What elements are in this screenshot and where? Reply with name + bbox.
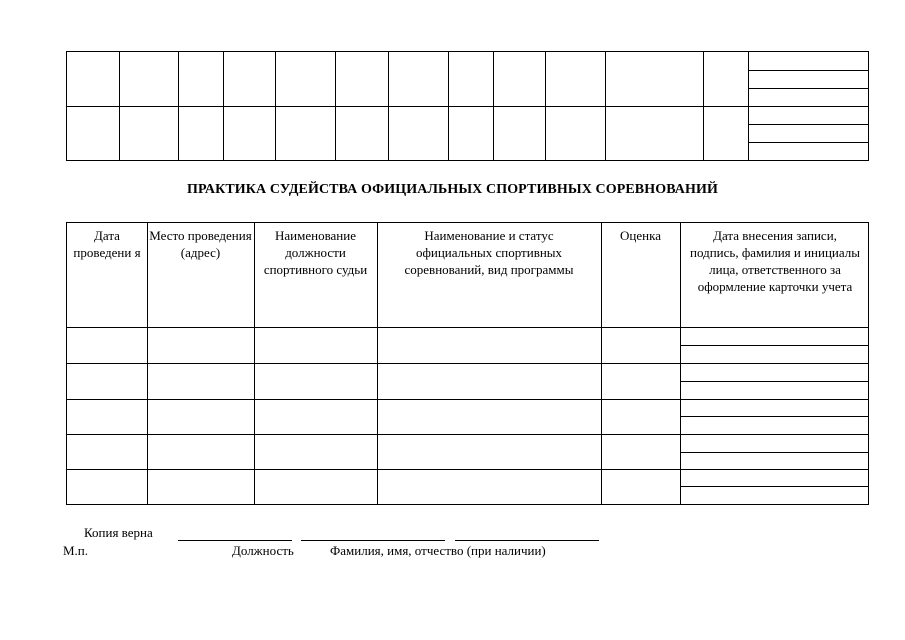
fio-line bbox=[455, 540, 599, 541]
header-competition: Наименование и статус официальных спортивных соревнований, вид программы bbox=[404, 228, 574, 277]
header-position: Наименование должности спортивного судьи bbox=[263, 228, 368, 277]
stamp-label: М.п. bbox=[63, 543, 89, 558]
judging-practice-table bbox=[66, 222, 869, 505]
header-place: Место проведения (адрес) bbox=[149, 228, 252, 260]
position-label: Должность bbox=[232, 543, 294, 558]
top-table bbox=[66, 51, 869, 161]
position-line bbox=[301, 540, 445, 541]
fio-label: Фамилия, имя, отчество (при наличии) bbox=[330, 543, 546, 558]
header-score: Оценка bbox=[620, 228, 661, 243]
page-title: ПРАКТИКА СУДЕЙСТВА ОФИЦИАЛЬНЫХ СПОРТИВНЫХ СОРЕВНОВАНИЙ bbox=[187, 182, 718, 197]
copy-label: Копия верна bbox=[84, 525, 153, 540]
header-record: Дата внесения записи, подпись, фамилия и инициалы лица, ответственного за оформление карточки учета bbox=[690, 228, 860, 294]
header-date: Дата проведени я bbox=[73, 228, 141, 260]
table-row-divider bbox=[67, 327, 680, 328]
signature-line bbox=[178, 540, 292, 541]
